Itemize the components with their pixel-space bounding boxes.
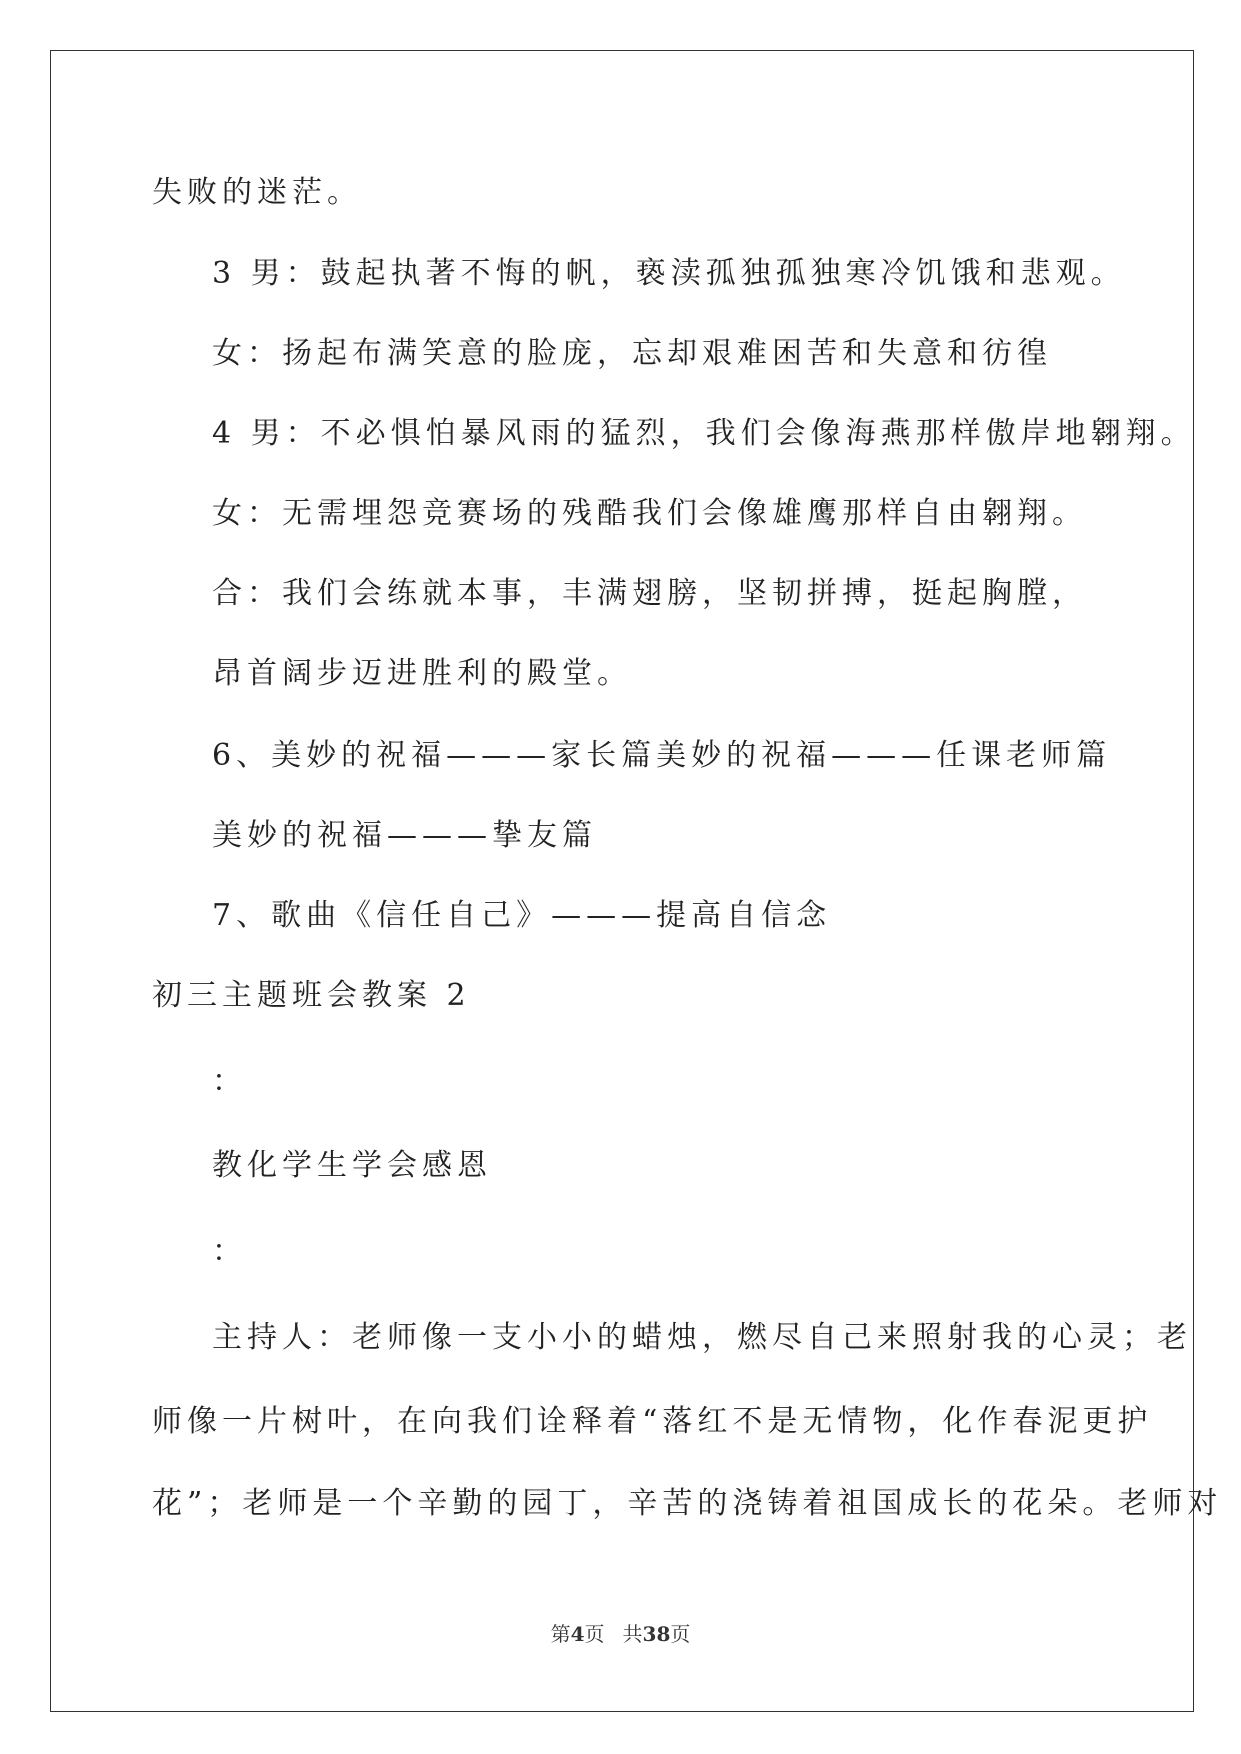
page-border xyxy=(50,50,1194,1712)
total-pages: 38 xyxy=(642,1622,671,1646)
body-line: 女：无需埋怨竞赛场的残酷我们会像雄鹰那样自由翱翔。 xyxy=(212,496,1087,531)
page-footer xyxy=(0,1618,1241,1647)
section-heading: 初三主题班会教案 2 xyxy=(152,978,471,1013)
body-line: ： xyxy=(212,1234,247,1269)
body-line: 师像一片树叶，在向我们诠释着“落红不是无情物，化作春泥更护 xyxy=(152,1404,1153,1439)
body-line: 6、美妙的祝福———家长篇美妙的祝福———任课老师篇 xyxy=(212,738,1112,773)
total-prefix: 共 xyxy=(622,1622,643,1646)
body-line: 美妙的祝福———挚友篇 xyxy=(212,818,597,853)
body-line: 女：扬起布满笑意的脸庞，忘却艰难困苦和失意和彷徨 xyxy=(212,336,1052,371)
page-prefix: 第 xyxy=(550,1622,571,1646)
body-line: 昂首阔步迈进胜利的殿堂。 xyxy=(212,656,632,691)
body-line: 教化学生学会感恩 xyxy=(212,1148,492,1183)
total-suffix: 页 xyxy=(670,1622,691,1646)
body-line: 合：我们会练就本事，丰满翅膀，坚韧拼搏，挺起胸膛， xyxy=(212,576,1087,611)
page-suffix: 页 xyxy=(584,1622,605,1646)
body-line: 花”；老师是一个辛勤的园丁，辛苦的浇铸着祖国成长的花朵。老师对 xyxy=(152,1486,1223,1521)
body-line: 主持人：老师像一支小小的蜡烛，燃尽自己来照射我的心灵；老 xyxy=(212,1320,1192,1355)
body-line: 4 男：不必惧怕暴风雨的猛烈，我们会像海燕那样傲岸地翱翔。 xyxy=(212,416,1196,451)
body-line: 3 男：鼓起执著不悔的帆，亵渎孤独孤独寒冷饥饿和悲观。 xyxy=(212,256,1126,291)
body-line: ： xyxy=(212,1064,247,1099)
body-line: 7、歌曲《信任自己》———提高自信念 xyxy=(212,898,832,933)
body-line: 失败的迷茫。 xyxy=(152,175,362,210)
page-number: 4 xyxy=(570,1622,585,1646)
